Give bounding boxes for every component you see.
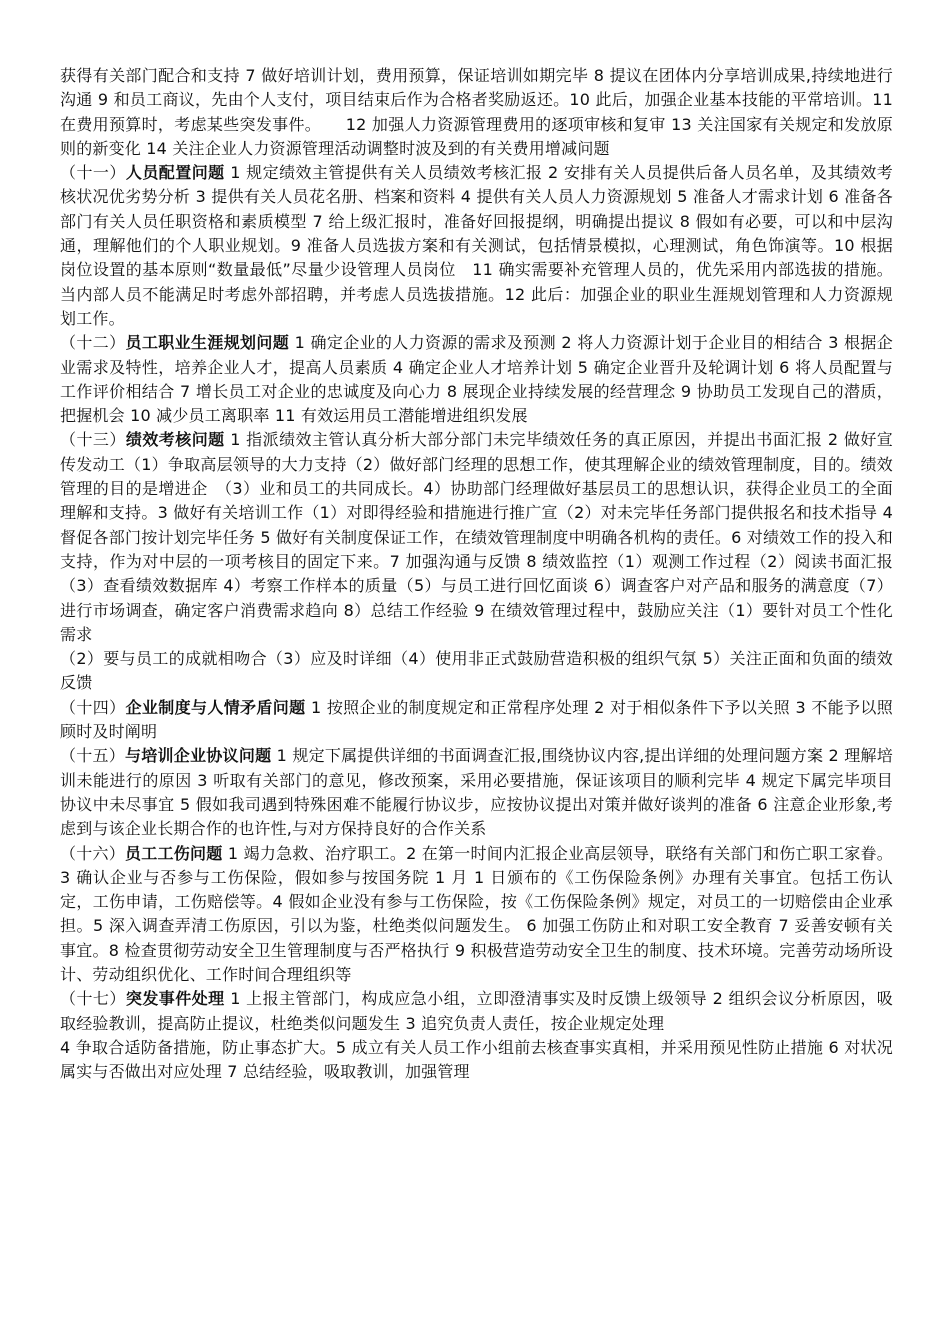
- paragraph-body: 1 规定下属提供详细的书面调查汇报,围绕协议内容,提出详细的处理问题方案 2 理解培训未能进行的原因 3 听取有关部门的意见，修改预案，采用必要措施，保证该项目的顺利完毕 4 规定下属完毕项目协议中未尽事宜 5 假如我司遇到特殊困难不能履行协议步，应按协议提出对策并做好谈判的准备 6 注意企业形象,考虑到与该企业长期合作的也许性,与对方保持良好的合作关系: [60, 746, 893, 839]
- section-number: （十五）: [60, 746, 126, 766]
- section-number: （十四）: [60, 697, 126, 717]
- paragraph-body: 1 规定绩效主管提供有关人员绩效考核汇报 2 安排有关人员提供后备人员名单，及其绩效考核状况优劣势分析 3 提供有关人员花名册、档案和资料 4 提供有关人员人力资源规划 5 准备人才需求计划 6 准备各部门有关人员任职资格和素质模型 7 给上级汇报时，准备好回报提纲，明确提出提议 8 假如有必要，可以和中层沟通，理解他们的个人职业规划。9 准备人员选拔方案和有关测试，包括情景模拟，心理测试，角色饰演等。10 根据岗位设置的基本原则“数量最低”尽量少设管理人员岗位 11 确实需要补充管理人员的，优先采用内部选拔的措施。当内部人员不能满足时考虑外部招聘，并考虑人员选拔措施。12 此后：加强企业的职业生涯规划管理和人力资源规划工作。: [60, 163, 893, 328]
- paragraph-body: 1 竭力急救、治疗职工。2 在第一时间内汇报企业高层领导，联络有关部门和伤亡职工家眷。3 确认企业与否参与工伤保险，假如参与按国务院 1 月 1 日颁布的《工伤保险条例》办理有关事宜。包括工伤认定，工伤申请，工伤赔偿等。4 假如企业没有参与工伤保险，按《工伤保险条例》规定，对员工的一切赔偿由企业承担。5 深入调查弄清工伤原因，引以为鉴，杜绝类似问题发生。 6 加强工伤防止和对职工安全教育 7 妥善安顿有关事宜。8 检查贯彻劳动安全卫生管理制度与否严格执行 9 积极营造劳动安全卫生的制度、技术环境。完善劳动场所设计、劳动组织优化、工作时间合理组织等: [60, 843, 894, 984]
- section-number: （十一）: [60, 163, 126, 183]
- section-heading: 员工工伤问题: [125, 843, 223, 863]
- paragraph-career-planning: [60, 331, 893, 428]
- section-heading: 突发事件处理: [125, 989, 225, 1009]
- section-heading: 企业制度与人情矛盾问题: [125, 697, 306, 717]
- paragraph-performance-continued: [60, 647, 893, 696]
- paragraph-body: 获得有关部门配合和支持 7 做好培训计划，费用预算，保证培训如期完毕 8 提议在团体内分享培训成果,持续地进行沟通 9 和员工商议，先由个人支付，项目结束后作为合格者奖励返还。10 此后，加强企业基本技能的平常培训。11 在费用预算时，考虑某些突发事件。 12 加强人力资源管理费用的逐项审核和复审 13 关注国家有关规定和发放原则的新变化 14 关注企业人力资源管理活动调整时波及到的有关费用增减问题: [60, 66, 893, 158]
- paragraph-body: 4 争取合适防备措施，防止事态扩大。5 成立有关人员工作小组前去核查事实真相，并采用预见性防止措施 6 对状况属实与否做出对应处理 7 总结经验，吸取教训，加强管理: [60, 1037, 893, 1082]
- section-heading: 绩效考核问题: [125, 430, 225, 450]
- section-number: （十二）: [60, 333, 126, 353]
- section-number: （十七）: [60, 989, 126, 1009]
- section-heading: 人员配置问题: [125, 163, 225, 183]
- section-number: （十三）: [60, 430, 126, 450]
- paragraph-emergency-continued: [60, 1036, 893, 1085]
- paragraph-training-continued: [60, 64, 893, 161]
- section-number: （十六）: [60, 843, 126, 863]
- section-heading: 员工职业生涯规划问题: [125, 333, 290, 353]
- paragraph-body: 1 指派绩效主管认真分析大部分部门未完毕绩效任务的真正原因，并提出书面汇报 2 做好宣传发动工（1）争取高层领导的大力支持（2）做好部门经理的思想工作，使其理解企业的绩效管理制度，目的。绩效管理的目的是增进企 （3）业和员工的共同成长。4）协助部门经理做好基层员工的思想认识，获得企业员工的全面理解和支持。3 做好有关培训工作（1）对即得经验和措施进行推广宣（2）对未完毕任务部门提供报名和技术指导 4 督促各部门按计划完毕任务 5 做好有关制度保证工作，在绩效管理制度中明确各机构的责任。6 对绩效工作的投入和支持，作为对中层的一项考核目的固定下来。7 加强沟通与反馈 8 绩效监控（1）观测工作过程（2）阅读书面汇报（3）查看绩效数据库 4）考察工作样本的质量（5）与员工进行回忆面谈 6）调查客户对产品和服务的满意度（7）进行市场调查，确定客户消费需求趋向 8）总结工作经验 9 在绩效管理过程中，鼓励应关注（1）要针对员工个性化需求: [60, 430, 893, 644]
- paragraph-work-injury: [60, 842, 893, 988]
- section-heading: 与培训企业协议问题: [125, 746, 272, 766]
- paragraph-training-contract: [60, 744, 893, 841]
- paragraph-body: 1 按照企业的制度规定和正常程序处理 2 对于相似条件下予以关照 3 不能予以照顾时及时阐明: [60, 697, 893, 742]
- paragraph-body: （2）要与员工的成就相吻合（3）应及时详细（4）使用非正式鼓励营造积极的组织气氛 5）关注正面和负面的绩效反馈: [60, 649, 893, 693]
- paragraph-performance: [60, 428, 893, 647]
- paragraph-body: 1 上报主管部门，构成应急小组，立即澄清事实及时反馈上级领导 2 组织会议分析原因，吸取经验教训，提高防止提议，杜绝类似问题发生 3 追究负责人责任，按企业规定处理: [60, 989, 893, 1033]
- paragraph-emergency: [60, 987, 893, 1036]
- paragraph-staffing: [60, 161, 893, 331]
- paragraph-body: 1 确定企业的人力资源的需求及预测 2 将人力资源计划于企业目的相结合 3 根据企业需求及特性，培养企业人才，提高人员素质 4 确定企业人才培养计划 5 确定企业晋升及轮调计划 6 将人员配置与工作评价相结合 7 增长员工对企业的忠诚度及向心力 8 展现企业持续发展的经营理念 9 协助员工发现自己的潜质，把握机会 10 减少员工离职率 11 有效运用员工潜能增进组织发展: [60, 333, 893, 426]
- paragraph-rules-vs-relations: [60, 696, 893, 745]
